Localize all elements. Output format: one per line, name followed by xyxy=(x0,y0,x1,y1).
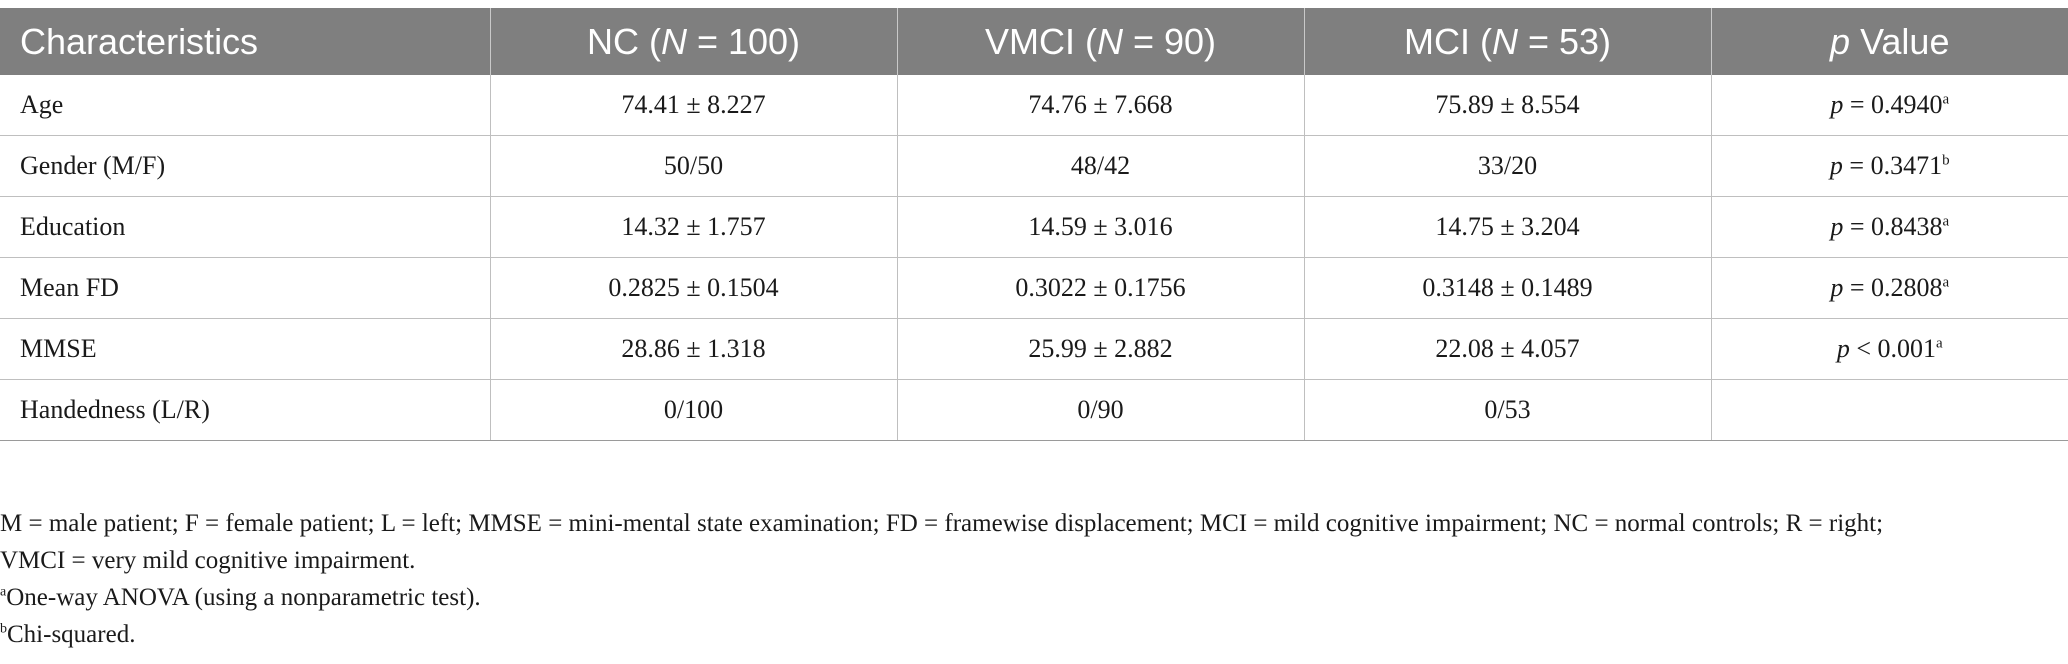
table-row xyxy=(0,197,2068,258)
header-p-symbol: p xyxy=(1830,20,1851,62)
header-characteristics-label: Characteristics xyxy=(20,20,259,62)
header-p-value xyxy=(1711,8,2068,75)
cell-mci: 14.75 ± 3.204 xyxy=(1304,197,1711,258)
cell-mci: 22.08 ± 4.057 xyxy=(1304,319,1711,380)
table-row xyxy=(0,75,2068,136)
p-symbol: p xyxy=(1830,212,1844,241)
cell-p-value xyxy=(1711,319,2068,380)
table-notes xyxy=(0,505,2060,653)
header-vmci-n: N xyxy=(1096,20,1123,62)
cell-vmci: 14.59 ± 3.016 xyxy=(897,197,1304,258)
header-nc-pre: NC ( xyxy=(586,20,661,62)
cell-vmci: 0.3022 ± 0.1756 xyxy=(897,258,1304,319)
characteristics-table xyxy=(0,8,2068,441)
cell-p-value xyxy=(1711,258,2068,319)
p-footnote-marker: a xyxy=(1942,213,1950,230)
cell-mci: 33/20 xyxy=(1304,136,1711,197)
table-row xyxy=(0,258,2068,319)
header-nc-post: = 100) xyxy=(686,20,801,62)
header-nc-n: N xyxy=(660,20,687,62)
header-p-post: Value xyxy=(1850,20,1950,62)
header-vmci-pre: VMCI ( xyxy=(984,20,1097,62)
row-label: Gender (M/F) xyxy=(0,136,490,197)
row-label: Age xyxy=(0,75,490,136)
table-row xyxy=(0,136,2068,197)
table-row xyxy=(0,319,2068,380)
cell-nc: 74.41 ± 8.227 xyxy=(490,75,897,136)
p-text: = 0.3471 xyxy=(1842,151,1943,180)
p-footnote-marker: a xyxy=(1942,91,1950,108)
row-label: Handedness (L/R) xyxy=(0,380,490,441)
footnote-b-marker: b xyxy=(0,621,7,637)
header-nc xyxy=(490,8,897,75)
cell-nc: 28.86 ± 1.318 xyxy=(490,319,897,380)
header-vmci xyxy=(897,8,1304,75)
footnote-a-text: One-way ANOVA (using a nonparametric test). xyxy=(6,584,481,611)
cell-mci: 75.89 ± 8.554 xyxy=(1304,75,1711,136)
p-text: = 0.8438 xyxy=(1843,212,1943,241)
p-footnote-marker: a xyxy=(1936,335,1943,352)
cell-vmci: 25.99 ± 2.882 xyxy=(897,319,1304,380)
header-vmci-post: = 90) xyxy=(1122,20,1217,62)
cell-nc: 50/50 xyxy=(490,136,897,197)
table-body xyxy=(0,75,2068,441)
header-row xyxy=(0,8,2068,75)
p-footnote-marker: a xyxy=(1942,274,1950,291)
p-symbol: p xyxy=(1830,273,1844,302)
row-label: MMSE xyxy=(0,319,490,380)
cell-vmci: 48/42 xyxy=(897,136,1304,197)
cell-nc: 0.2825 ± 0.1504 xyxy=(490,258,897,319)
header-mci xyxy=(1304,8,1711,75)
p-text: < 0.001 xyxy=(1849,334,1936,363)
abbreviations-line-2: VMCI = very mild cognitive impairment. xyxy=(0,547,416,574)
cell-mci: 0/53 xyxy=(1304,380,1711,441)
p-symbol: p xyxy=(1836,334,1850,363)
p-text: = 0.4940 xyxy=(1843,90,1943,119)
table-header xyxy=(0,8,2068,75)
cell-p-value xyxy=(1711,136,2068,197)
footnote-b xyxy=(0,616,2060,653)
cell-nc: 0/100 xyxy=(490,380,897,441)
row-label: Mean FD xyxy=(0,258,490,319)
cell-nc: 14.32 ± 1.757 xyxy=(490,197,897,258)
footnote-a xyxy=(0,579,2060,616)
p-footnote-marker: b xyxy=(1942,152,1950,169)
p-symbol: p xyxy=(1830,90,1844,119)
header-mci-post: = 53) xyxy=(1517,20,1612,62)
header-mci-n: N xyxy=(1491,20,1518,62)
cell-p-value xyxy=(1711,197,2068,258)
p-text: = 0.2808 xyxy=(1843,273,1943,302)
cell-p-value-empty xyxy=(1711,380,2068,441)
footnote-b-text: Chi-squared. xyxy=(7,621,136,648)
cell-p-value xyxy=(1711,75,2068,136)
row-label: Education xyxy=(0,197,490,258)
cell-vmci: 74.76 ± 7.668 xyxy=(897,75,1304,136)
cell-vmci: 0/90 xyxy=(897,380,1304,441)
p-symbol: p xyxy=(1829,151,1843,180)
header-characteristics xyxy=(0,8,490,75)
table-row xyxy=(0,380,2068,441)
footnote-a-marker: a xyxy=(0,584,7,600)
abbreviations-line-1: M = male patient; F = female patient; L = left; MMSE = mini-mental state examination; FD = framewise displacement; MCI = mild cognitive impairment; NC = normal controls; R = right; xyxy=(0,510,1884,537)
header-mci-pre: MCI ( xyxy=(1403,20,1492,62)
characteristics-table-container xyxy=(0,8,2068,441)
cell-mci: 0.3148 ± 0.1489 xyxy=(1304,258,1711,319)
